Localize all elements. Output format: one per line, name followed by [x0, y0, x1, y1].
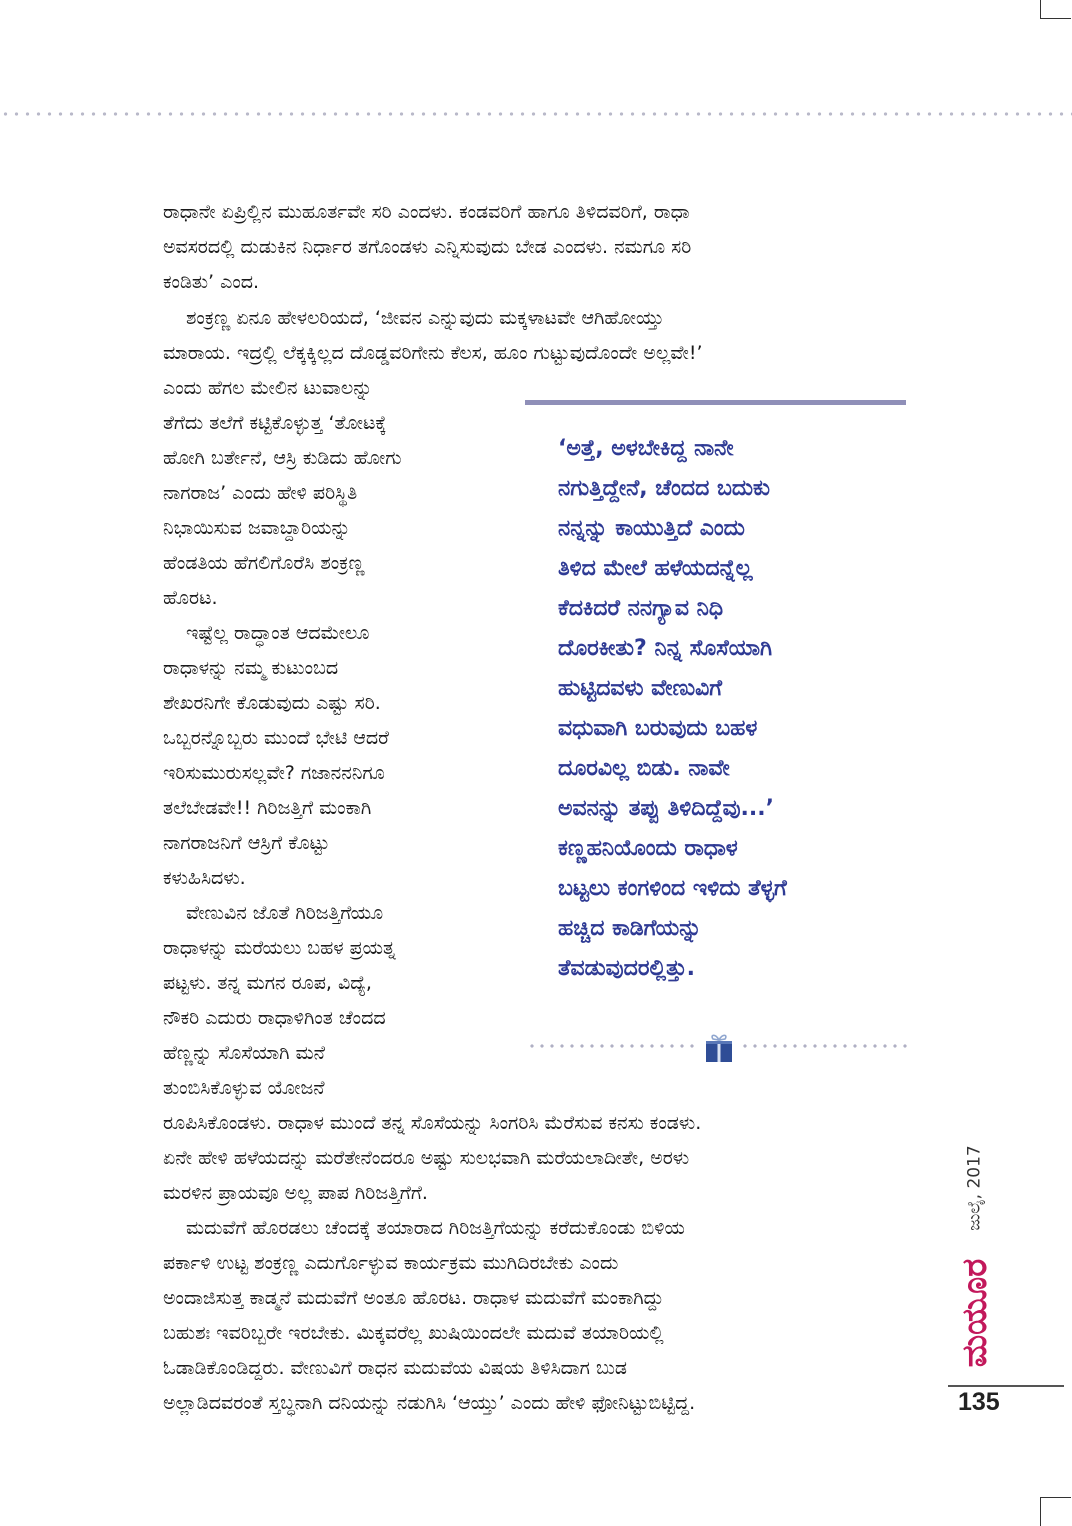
pull-quote-line: ದೂರವಿಲ್ಲ ಬಿಡು. ನಾವೇ: [558, 756, 730, 781]
pull-quote-line: ಅವನನ್ನು ತಪ್ಪು ತಿಳಿದಿದ್ದೆವು...’: [558, 796, 774, 821]
pull-quote-line: ಹುಟ್ಟಿದವಳು ವೇಣುವಿಗೆ: [558, 676, 723, 701]
pull-quote-line: ಕಣ್ಣಹನಿಯೊಂದು ರಾಧಾಳ: [558, 836, 738, 861]
body-line: ತಲೆಬೇಡವೇ!! ಗಿರಿಜತ್ತಿಗೆ ಮಂಕಾಗಿ: [163, 797, 372, 819]
pull-quote-line: ದೊರಕೀತು? ನಿನ್ನ ಸೊಸೆಯಾಗಿ: [558, 636, 773, 661]
body-line: ಪರ್ಕಾಳಿ ಉಟ್ಟ ಶಂಕ್ರಣ್ಣ ಎದುರ್ಗೊಳ್ಳುವ ಕಾರ್ಯಕ್ರಮ ಮುಗಿದಿರಬೇಕು ಎಂದು: [163, 1252, 619, 1274]
body-line: ಮದುವೆಗೆ ಹೊರಡಲು ಚೆಂದಕ್ಕೆ ತಯಾರಾದ ಗಿರಿಜತ್ತಿಗೆಯನ್ನು ಕರೆದುಕೊಂಡು ಬಿಳಿಯ: [186, 1217, 685, 1239]
body-line: ಹೆಣ್ಣನ್ನು ಸೊಸೆಯಾಗಿ ಮನೆ: [163, 1042, 325, 1064]
body-line: ಓಡಾಡಿಕೊಂಡಿದ್ದರು. ವೇಣುವಿಗೆ ರಾಧನ ಮದುವೆಯ ವಿಷಯ ತಿಳಿಸಿದಾಗ ಬುಡ: [163, 1357, 627, 1379]
pull-quote-bar: [525, 400, 906, 405]
body-line: ರಾಧಾನೇ ಏಪ್ರಿಲ್ಲಿನ ಮುಹೂರ್ತವೇ ಸರಿ ಎಂದಳು. ಕಂಡವರಿಗೆ ಹಾಗೂ ತಿಳಿದವರಿಗೆ, ರಾಧಾ: [163, 201, 690, 223]
body-line: ಹೆಂಡತಿಯ ಹೆಗಲಿಗೊರೆಸಿ ಶಂಕ್ರಣ್ಣ: [163, 552, 365, 574]
body-line: ನಾಗರಾಜನಿಗೆ ಆಸ್ರಿಗೆ ಕೊಟ್ಟು: [163, 832, 330, 854]
pull-quote-line: ನನ್ನನ್ನು ಕಾಯುತ್ತಿದೆ ಎಂದು: [558, 516, 745, 541]
dotted-divider: [0, 111, 1072, 117]
body-line: ರೂಪಿಸಿಕೊಂಡಳು. ರಾಧಾಳ ಮುಂದೆ ತನ್ನ ಸೊಸೆಯನ್ನು ಸಿಂಗರಿಸಿ ಮೆರೆಸುವ ಕನಸು ಕಂಡಳು.: [163, 1112, 702, 1134]
body-line: ಎಂದು ಹೆಗಲ ಮೇಲಿನ ಟುವಾಲನ್ನು: [163, 377, 373, 399]
pull-quote-line: ‘ಅತ್ತೆ, ಅಳಬೇಕಿದ್ದ ನಾನೇ: [558, 436, 734, 461]
pull-quote-line: ತೆವಡುವುದರಲ್ಲಿತ್ತು.: [558, 956, 695, 981]
page-number: 135: [958, 1388, 1000, 1416]
pull-quote-line: ತಿಳಿದ ಮೇಲೆ ಹಳೆಯದನ್ನೆಲ್ಲ: [558, 556, 753, 581]
body-line: ತುಂಬಿಸಿಕೊಳ್ಳುವ ಯೋಜನೆ: [163, 1077, 325, 1099]
body-line: ಅಲ್ಲಾಡಿದವರಂತೆ ಸ್ತಬ್ಧನಾಗಿ ದನಿಯನ್ನು ನಡುಗಿಸಿ ‘ಆಯ್ತು’ ಎಂದು ಹೇಳಿ ಫೋನಿಟ್ಟುಬಿಟ್ಟಿದ್ದ.: [163, 1392, 696, 1414]
crop-mark-top: [1040, 0, 1071, 19]
pull-quote-line: ವಧುವಾಗಿ ಬರುವುದು ಬಹಳ: [558, 716, 758, 741]
body-line: ಅವಸರದಲ್ಲಿ ದುಡುಕಿನ ನಿರ್ಧಾರ ತಗೊಂಡಳು ಎನ್ನಿಸುವುದು ಬೇಡ ಎಂದಳು. ನಮಗೂ ಸರಿ: [163, 236, 692, 258]
body-line: ಅಂದಾಜಿಸುತ್ತ ಕಾಡ್ಮನೆ ಮದುವೆಗೆ ಅಂತೂ ಹೊರಟ. ರಾಧಾಳ ಮದುವೆಗೆ ಮಂಕಾಗಿದ್ದು: [163, 1287, 664, 1309]
body-line: ನಿಭಾಯಿಸುವ ಜವಾಬ್ದಾರಿಯನ್ನು: [163, 517, 351, 539]
body-line: ನಾಗರಾಜ’ ಎಂದು ಹೇಳಿ ಪರಿಸ್ಥಿತಿ: [163, 482, 358, 504]
body-line: ಶೇಖರನಿಗೇ ಕೊಡುವುದು ಎಷ್ಟು ಸರಿ.: [163, 692, 381, 714]
body-line: ವೇಣುವಿನ ಜೊತೆ ಗಿರಿಜತ್ತಿಗೆಯೂ: [186, 902, 384, 924]
body-line: ಮರಳಿನ ಪ್ರಾಯವೂ ಅಲ್ಲ ಪಾಪ ಗಿರಿಜತ್ತಿಗೆಗೆ.: [163, 1182, 428, 1204]
body-line: ಮಾರಾಯ. ಇದ್ರಲ್ಲಿ ಲೆಕ್ಕಕ್ಕಿಲ್ಲದ ದೊಡ್ಡವರಿಗೇನು ಕೆಲಸ, ಹೂಂ ಗುಟ್ಟುವುದೊಂದೇ ಅಲ್ಲವೇ!’: [163, 342, 703, 364]
ornament-dots-left: [527, 1043, 699, 1049]
body-line: ರಾಧಾಳನ್ನು ಮರೆಯಲು ಬಹಳ ಪ್ರಯತ್ನ: [163, 937, 396, 959]
body-line: ನೌಕರಿ ಎದುರು ರಾಧಾಳಿಗಿಂತ ಚೆಂದದ: [163, 1007, 386, 1029]
body-line: ಇಷ್ಟೆಲ್ಲ ರಾದ್ಧಾಂತ ಆದಮೇಲೂ: [186, 622, 370, 644]
body-line: ಏನೇ ಹೇಳಿ ಹಳೆಯದನ್ನು ಮರೆತೇನೆಂದರೂ ಅಷ್ಟು ಸುಲಭವಾಗಿ ಮರೆಯಲಾದೀತೇ, ಅರಳು: [163, 1147, 690, 1169]
body-line: ಹೊರಟ.: [163, 587, 218, 609]
pull-quote-line: ಹಚ್ಚಿದ ಕಾಡಿಗೆಯನ್ನು: [558, 916, 702, 941]
body-line: ರಾಧಾಳನ್ನು ನಮ್ಮ ಕುಟುಂಬದ: [163, 657, 339, 679]
brand-logo: ಮಯೂರ: [955, 1258, 995, 1367]
body-line: ಪಟ್ಟಳು. ತನ್ನ ಮಗನ ರೂಪ, ವಿದ್ಯೆ,: [163, 972, 372, 994]
page-rule: [948, 1385, 1064, 1387]
body-line: ತೆಗೆದು ತಲೆಗೆ ಕಟ್ಟಿಕೊಳ್ಳುತ್ತ ‘ತೋಟಕ್ಕೆ: [163, 412, 387, 434]
gift-icon: [704, 1031, 734, 1063]
pull-quote-line: ಕೆದಕಿದರೆ ನನಗ್ಯಾವ ನಿಧಿ: [558, 596, 724, 621]
pull-quote-line: ಬಟ್ಟಲು ಕಂಗಳಿಂದ ಇಳಿದು ತೆಳ್ಳಗೆ: [558, 876, 787, 901]
body-line: ಕಂಡಿತು’ ಎಂದ.: [163, 271, 260, 293]
pull-quote-line: ನಗುತ್ತಿದ್ದೇನೆ, ಚೆಂದದ ಬದುಕು: [558, 476, 770, 501]
body-line: ಕಳುಹಿಸಿದಳು.: [163, 867, 246, 889]
crop-mark-bottom: [1040, 1497, 1071, 1526]
ornament-dots-right: [740, 1043, 910, 1049]
body-line: ಒಬ್ಬರನ್ನೊಬ್ಬರು ಮುಂದೆ ಭೇಟಿ ಆದರೆ: [163, 727, 389, 749]
body-line: ಬಹುಶಃ ಇವರಿಬ್ಬರೇ ಇರಬೇಕು. ಮಿಕ್ಕವರೆಲ್ಲ ಖುಷಿಯಿಂದಲೇ ಮದುವೆ ತಯಾರಿಯಲ್ಲಿ: [163, 1322, 664, 1344]
body-line: ಹೋಗಿ ಬರ್ತೇನೆ, ಆಸ್ರಿ ಕುಡಿದು ಹೋಗು: [163, 447, 402, 469]
body-line: ಶಂಕ್ರಣ್ಣ ಏನೂ ಹೇಳಲರಿಯದೆ, ‘ಜೀವನ ಎನ್ನುವುದು ಮಕ್ಕಳಾಟವೇ ಆಗಿಹೋಯ್ತು: [186, 307, 664, 329]
issue-date: ಜುಲೈ, 2017: [965, 1145, 985, 1231]
body-line: ಇರಿಸುಮುರುಸಲ್ಲವೇ? ಗಜಾನನನಿಗೂ: [163, 762, 385, 784]
